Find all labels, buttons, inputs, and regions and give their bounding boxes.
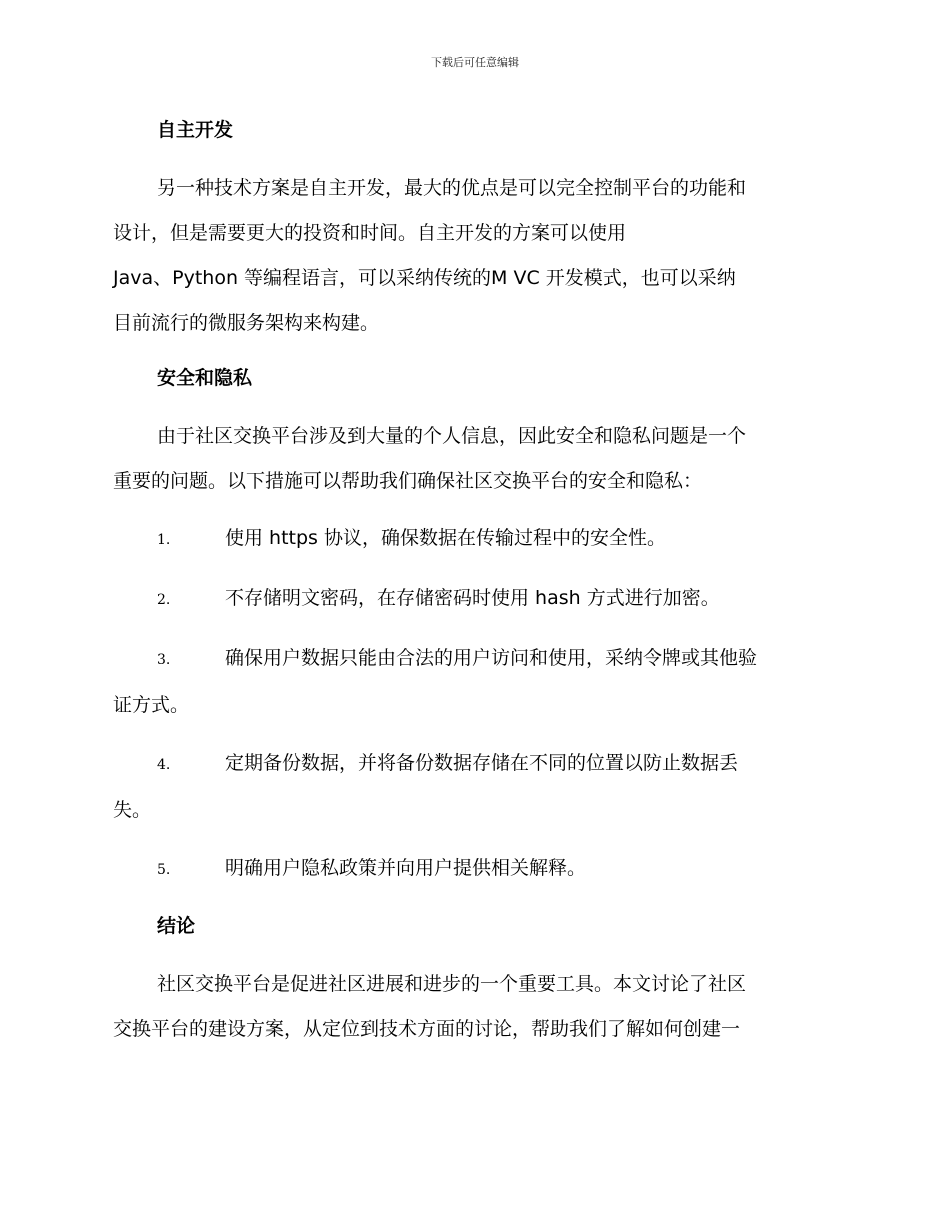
paragraph [113,962,833,1052]
paragraph-line: 设计，但是需要更大的投资和时间。自主开发的方案可以使用 [113,222,627,244]
list-item [113,741,833,833]
list-text: 使用 https 协议，确保数据在传输过程中的安全性。 [225,527,666,549]
section-heading: 安全和隐私 [157,367,253,389]
list-item [113,846,833,893]
list-item [113,516,833,563]
paragraph-line: 社区交换平台是促进社区进展和进步的一个重要工具。本文讨论了社区 [157,973,747,995]
list-text: 确保用户数据只能由合法的用户访问和使用，采纳令牌或其他验 [225,647,758,669]
list-number: 4. [157,757,171,773]
paragraph-line: 目前流行的微服务架构来构建。 [113,312,380,334]
paragraph-line: 由于社区交换平台涉及到大量的个人信息，因此安全和隐私问题是一个 [157,425,747,447]
list-text-continuation: 失。 [113,799,152,821]
header-note: 下载后可任意编辑 [431,56,519,69]
section-heading: 结论 [157,915,196,937]
section-heading: 自主开发 [157,119,234,141]
list-text: 定期备份数据，并将备份数据存储在不同的位置以防止数据丢 [225,752,739,774]
paragraph-line: 重要的问题。以下措施可以帮助我们确保社区交换平台的安全和隐私： [113,470,703,492]
paragraph [113,414,833,504]
paragraph-line: Java、Python 等编程语言，可以采纳传统的M VC 开发模式，也可以采纳 [113,267,736,289]
list-item [113,636,833,728]
paragraph [113,166,833,346]
document-body [113,110,833,1064]
list-number: 1. [157,532,171,548]
list-item [113,576,833,623]
list-text: 不存储明文密码，在存储密码时使用 hash 方式进行加密。 [225,587,720,609]
list-number: 5. [157,862,171,878]
list-text-continuation: 证方式。 [113,694,190,716]
paragraph-line: 另一种技术方案是自主开发，最大的优点是可以完全控制平台的功能和 [157,177,747,199]
list-text: 明确用户隐私政策并向用户提供相关解释。 [225,857,587,879]
paragraph-line: 交换平台的建设方案，从定位到技术方面的讨论，帮助我们了解如何创建一 [113,1018,741,1040]
list-number: 2. [157,592,171,608]
numbered-list [113,516,833,893]
list-number: 3. [157,652,171,668]
